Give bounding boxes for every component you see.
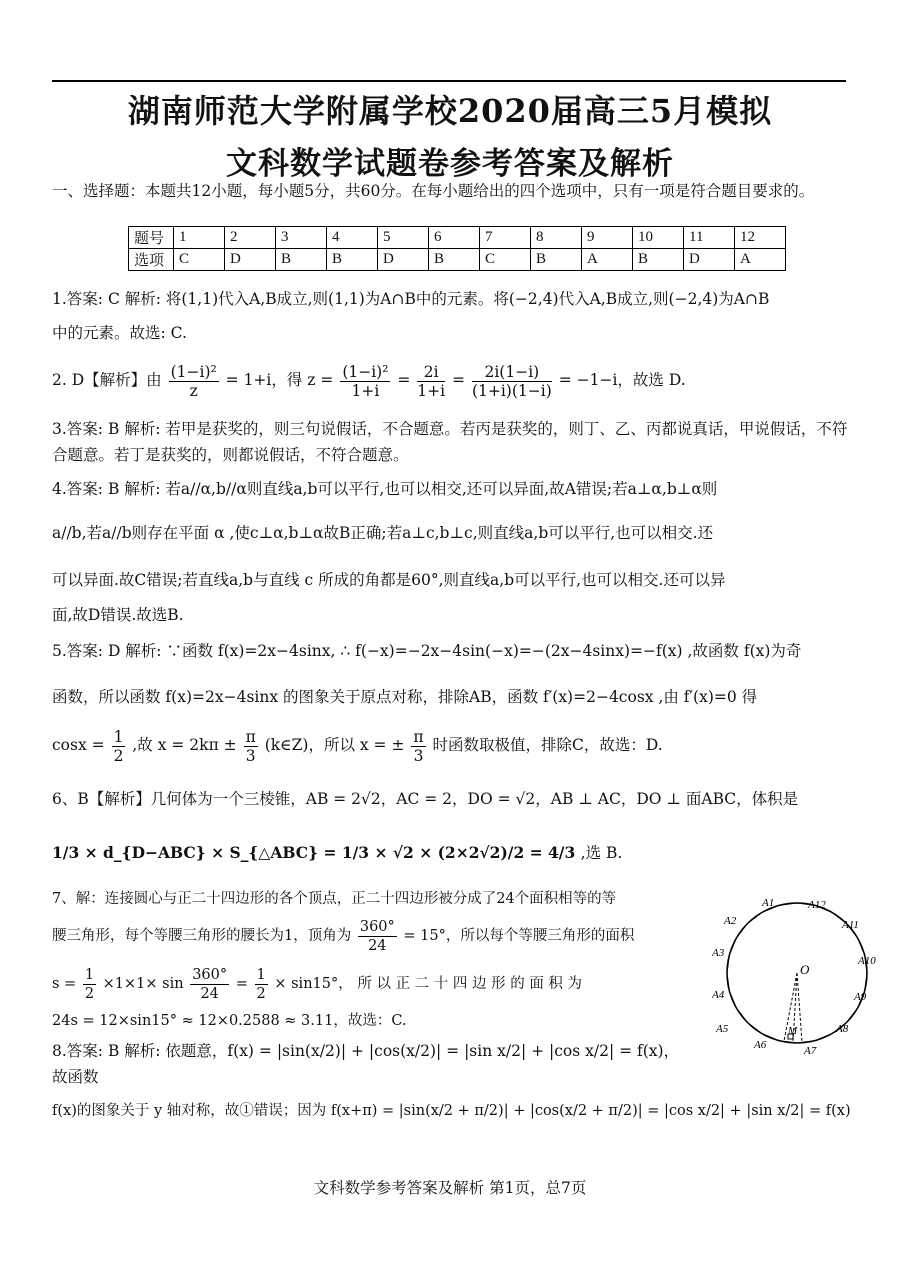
table-cell: B [429,249,480,271]
q7-text-a: s = [52,976,77,992]
q7-text-c: = [235,976,248,992]
center-label: O [800,962,810,977]
q5-text-a: cosx = [52,736,105,754]
table-cell: 9 [582,227,633,249]
numerator: π [413,727,424,746]
q5-line3 [52,722,852,768]
table-row-numbers [129,227,786,249]
denominator: 1+i [351,381,380,400]
table-cell: 1 [174,227,225,249]
q5-fraction-1 [112,728,126,765]
table-cell: 12 [735,227,786,249]
q7-line2 [52,914,692,958]
numerator: 2i [417,363,445,382]
row-header-number: 题号 [129,227,174,249]
table-cell: 2 [225,227,276,249]
point-label: A12 [808,899,826,911]
q7-text-a: 腰三角形，每个等腰三角形的腰长为1，顶角为 [52,928,352,944]
numerator: 1 [256,966,266,983]
q7-fraction-1 [358,918,397,955]
table-cell: 8 [531,227,582,249]
radius-line [797,973,802,1042]
denominator: 3 [413,746,424,765]
denominator: 1+i [417,381,446,400]
table-cell: B [276,249,327,271]
numerator: (1−i)² [342,362,389,381]
table-cell: D [684,249,735,271]
row-header-answer: 选项 [129,249,174,271]
q4-line3: 可以异面.故C错误;若直线a,b与直线 c 所成的角都是60°,则直线a,b可以平行,也可以相交.还可以异 [52,571,726,589]
table-cell: 3 [276,227,327,249]
denominator: 2 [113,746,124,765]
q1-line2: 中的元素。故选: C. [52,324,187,342]
point-label: A2 [724,915,737,927]
point-label: A9 [854,991,867,1003]
q7-text-b: = 15°，所以每个等腰三角形的面积 [403,928,635,944]
table-row-answers [129,249,786,271]
q7-fraction-4 [255,966,268,1003]
q2-fraction-2 [340,363,390,400]
q2-fraction-4 [472,363,552,400]
point-label: M [788,1025,798,1037]
q6-choice: ,选 B. [580,844,623,862]
q4-line2: a//b,若a//b则存在平面 α ,使c⊥α,b⊥α故B正确;若a⊥c,b⊥c,则直线a,b可以平行,也可以相交.还 [52,524,714,542]
page-subtitle: 文科数学试题卷参考答案及解析 [226,146,674,182]
table-cell: 11 [684,227,735,249]
polygon-diagram [712,888,882,1058]
q7-line4: 24s = 12×sin15° ≈ 12×0.2588 ≈ 3.11，故选：C. [52,1013,407,1029]
q2-fraction-1 [169,363,219,400]
answer-table [128,226,786,271]
denominator: 2 [84,985,95,1002]
q2-fraction-3 [417,363,445,400]
point-label: A10 [858,955,876,967]
point-label: A1 [762,897,775,909]
q7-fraction-2 [83,966,96,1003]
denominator: 24 [368,937,387,954]
q7-line1: 7、解：连接圆心与正二十四边形的各个顶点，正二十四边形被分成了24个面积相等的等 [52,891,617,907]
point-label: A5 [716,1023,729,1035]
q7-line3 [52,962,692,1006]
q3-solution: 3.答案: B 解析: 若甲是获奖的，则三句说假话，不合题意。若丙是获奖的，则丁、乙、丙都说真话，甲说假话，不符合题意。若丁是获奖的，则都说假话，不符合题意。 [52,420,848,464]
q6-formula: 1/3 × d_{D−ABC} × S_{△ABC} = 1/3 × √2 × (2×2√2)/2 = 4/3 [52,843,576,862]
q6-line2 [52,840,852,866]
q5-line1: 5.答案: D 解析: ∵函数 f(x)=2x−4sinx, ∴ f(−x)=−2x−4sin(−x)=−(2x−4sinx)=−f(x) ,故函数 f(x)为奇 [52,642,802,660]
denominator: (1+i)(1−i) [471,381,552,400]
q6-line1: 6、B【解析】几何体为一个三棱锥，AB = 2√2，AC = 2，DO = √2，AB ⊥ AC，DO ⊥ 面ABC，体积是 [52,790,799,808]
table-cell: D [225,249,276,271]
q5-fraction-3 [411,728,425,765]
point-label: A11 [842,919,859,931]
q4-line4: 面,故D错误.故选B. [52,606,184,624]
table-cell: 4 [327,227,378,249]
q5-text-b: ,故 x = 2kπ ± [132,736,237,754]
q2-solution: 2. D【解析】由 $\frac{\text{(1−i)²}}{z}$ = 1+i，得 z = $\frac{\text{(1−i)²}}{1+i}$ = $\frac{2i}{1+i}$ = $\frac{2i(1-i)}{(1+i)(1-i)}$ = −1−i，故选 D. [52,362,686,400]
point-label: A7 [804,1045,817,1057]
table-cell: B [633,249,684,271]
denominator: 2 [256,985,266,1002]
table-cell: C [480,249,531,271]
q5-line2: 函数，所以函数 f(x)=2x−4sinx 的图象关于原点对称，排除AB，函数 f′(x)=2−4cosx ,由 f′(x)=0 得 [52,688,758,706]
point-label: A3 [712,947,725,959]
numerator: 1 [113,727,124,746]
q2-prefix: 2. D【解析】由 [52,371,162,389]
q2-suffix: = −1−i，故选 D. [558,371,686,389]
q4-line1: 4.答案: B 解析: 若a//α,b//α则直线a,b可以平行,也可以相交,还可以异面,故A错误;若a⊥α,b⊥α则 [52,480,718,498]
numerator: (1−i)² [170,362,217,381]
point-label: A4 [712,989,725,1001]
numerator: 2i(1−i) [472,363,552,382]
numerator: 1 [84,966,95,983]
q7-fraction-3 [190,966,229,1003]
q2-mid: = 1+i，得 z = [225,371,334,389]
table-cell: 7 [480,227,531,249]
q5-fraction-2 [244,728,258,765]
q8-line1: 8.答案: B 解析: 依题意，f(x) = |sin(x/2)| + |cos(x/2)| = |sin x/2| + |cos x/2| = f(x)，故函数 [52,1042,680,1086]
q5-text-c: (k∈Z)，所以 x = ± [264,736,405,754]
q7-text-d: × sin15°， 所 以 正 二 十 四 边 形 的 面 积 为 [274,976,583,992]
table-cell: B [327,249,378,271]
table-cell: B [531,249,582,271]
table-cell: 6 [429,227,480,249]
table-cell: D [378,249,429,271]
top-rule [52,80,846,82]
table-cell: 5 [378,227,429,249]
page-footer: 文科数学参考答案及解析 第1页，总7页 [313,1179,587,1197]
numerator: 360° [192,966,228,983]
table-cell: A [582,249,633,271]
denominator: 24 [200,985,219,1002]
table-cell: 10 [633,227,684,249]
numerator: π [245,727,256,746]
q5-text-d: 时函数取极值，排除C，故选：D. [432,736,663,754]
denominator: 3 [245,746,256,765]
table-cell: C [174,249,225,271]
q1-line1: 1.答案: C 解析: 将(1,1)代入A,B成立,则(1,1)为A∩B中的元素。将(−2,4)代入A,B成立,则(−2,4)为A∩B [52,290,770,308]
table-cell: A [735,249,786,271]
q7-text-b: ×1×1× sin [102,976,184,992]
page-title: 湖南师范大学附属学校2020届高三5月模拟 [127,92,773,130]
section-intro: 一、选择题：本题共12小题，每小题5分，共60分。在每小题给出的四个选项中，只有一项是符合题目要求的。 [52,182,815,200]
q8-line2: f(x)的图象关于 y 轴对称，故①错误；因为 f(x+π) = |sin(x/2 + π/2)| + |cos(x/2 + π/2)| = |cos x/2| + |sin x/2| = f(x) [52,1103,851,1119]
numerator: 360° [359,918,395,935]
denominator: z [189,381,198,400]
point-label: A8 [836,1023,849,1035]
point-label: A6 [754,1039,767,1051]
